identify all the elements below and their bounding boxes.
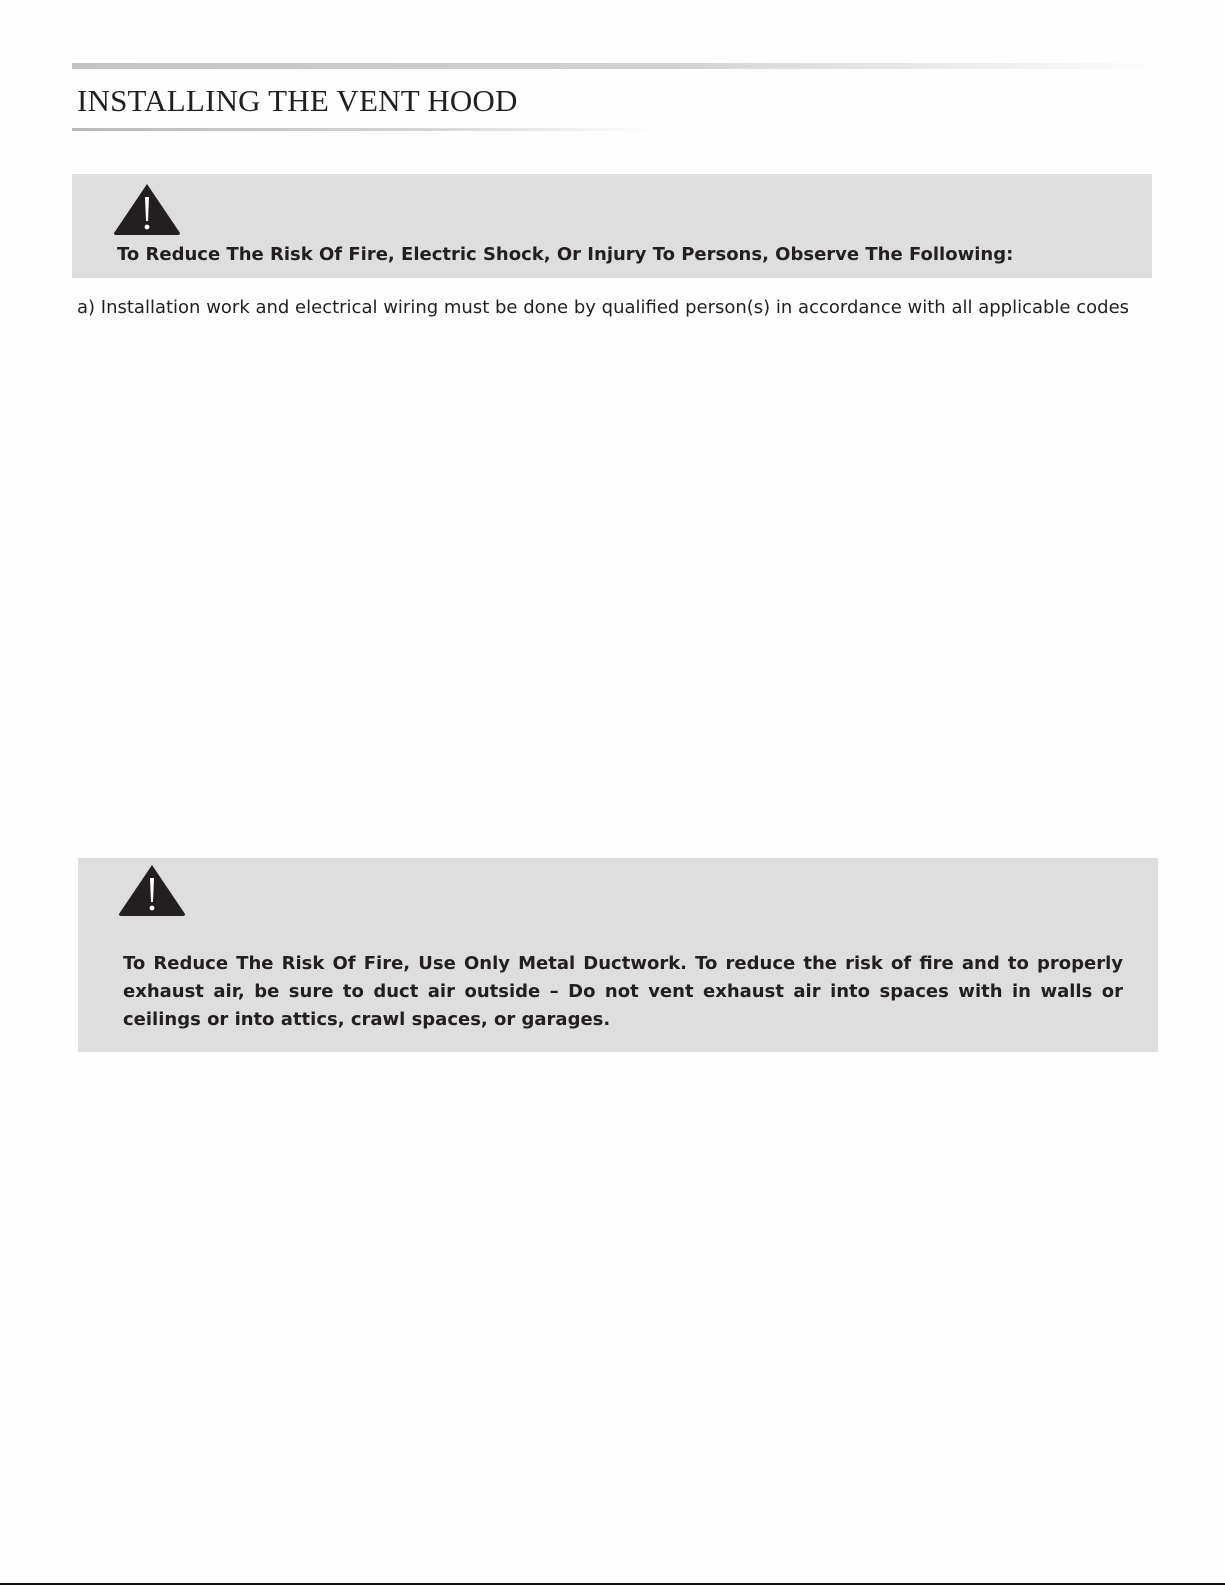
warning-box-general: [72, 174, 1152, 278]
warning-text-ductwork: To Reduce The Risk Of Fire, Use Only Metal Ductwork. To reduce the risk of fire and to properly exhaust air, be sure to duct air outside – Do not vent exhaust air into spaces with in walls or ceilings or into attics, crawl spaces, or garages.: [123, 953, 1123, 1030]
warning-text-general: To Reduce The Risk Of Fire, Electric Shock, Or Injury To Persons, Observe The Following:: [117, 244, 1014, 265]
warning-box-ductwork: [78, 858, 1158, 1052]
top-divider: [72, 63, 1162, 69]
page-title: INSTALLING THE VENT HOOD: [77, 83, 518, 118]
title-underline: [72, 128, 652, 131]
instruction-item-a: a) Installation work and electrical wiring must be done by qualified person(s) in accordance with all applicable codes: [77, 297, 1130, 318]
warning-triangle-icon: [113, 183, 181, 236]
warning-triangle-icon: [118, 864, 186, 917]
